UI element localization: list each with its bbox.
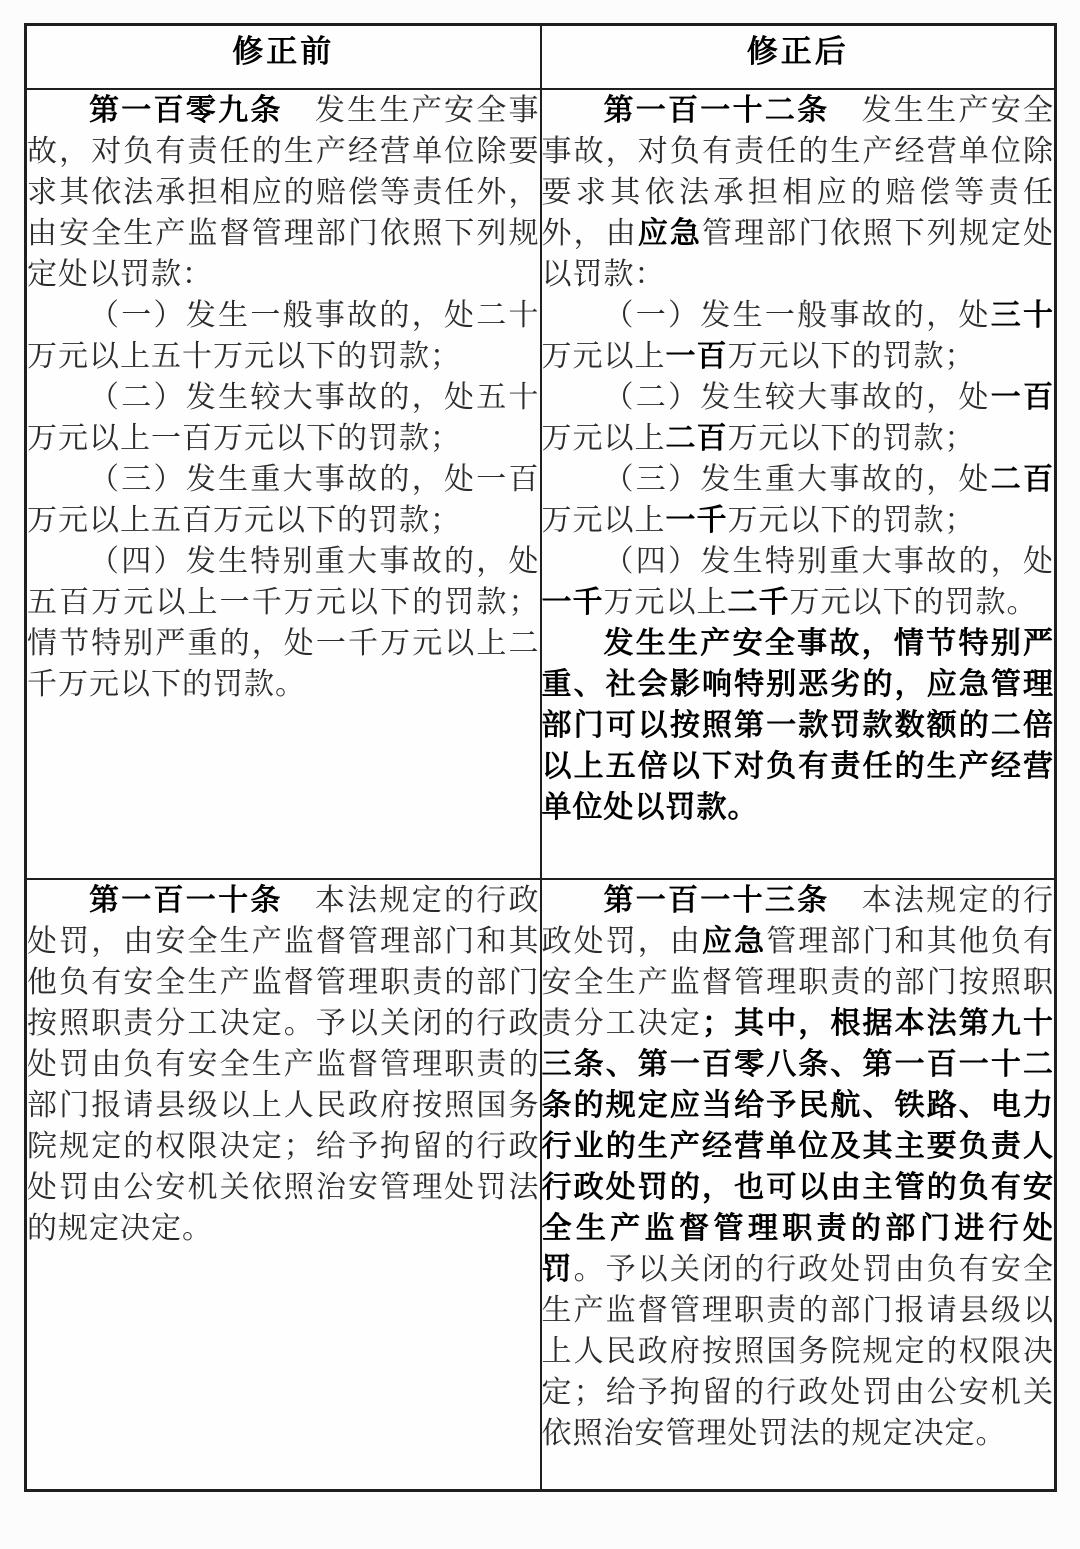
- body-text: 万元以下的罚款。: [789, 585, 1038, 619]
- cell-after-article-113: [541, 879, 1056, 1491]
- body-text: 本法规定的行政处罚，由: [541, 883, 1055, 958]
- amended-emphasis-text: 第一百一十条: [89, 883, 283, 917]
- paragraph: [27, 90, 540, 295]
- header-after: 修正后: [541, 25, 1056, 89]
- paragraph: [27, 377, 540, 459]
- header-row: [26, 25, 1056, 89]
- amended-emphasis-text: 一千: [665, 503, 728, 537]
- comparison-row-article-109-vs-112: [26, 89, 1056, 879]
- body-text: 万元以上: [541, 503, 666, 537]
- body-text: 发生生产安全事故，对负有责任的生产经营单位除要求其依法承担相应的赔偿等责任外，由: [541, 93, 1055, 250]
- law-comparison-table: [24, 23, 1057, 1492]
- comparison-row-article-110-vs-113: [26, 879, 1056, 1491]
- body-text: （三）发生重大事故的，处一百万元以上五百万元以下的罚款；: [27, 462, 540, 537]
- body-text: 。予以关闭的行政处罚由负有安全生产监督管理职责的部门报请县级以上人民政府按照国务院规定的权限决定；给予拘留的行政处罚由公安机关依照治安管理处罚法的规定决定。: [541, 1252, 1055, 1450]
- body-text: 万元以下的罚款；: [727, 503, 976, 537]
- body-text: （一）发生一般事故的，处: [603, 298, 991, 332]
- paragraph: [542, 880, 1055, 1454]
- amended-emphasis-text: 第一百零九条: [89, 93, 283, 127]
- body-text: （四）发生特别重大事故的，处五百万元以上一千万元以下的罚款；情节特别严重的，处一千万元以上二千万元以下的罚款。: [27, 544, 540, 701]
- cell-after-article-112: [541, 89, 1056, 879]
- amended-emphasis-text: 一百: [665, 339, 728, 373]
- body-text: 管理部门依照下列规定处以罚款：: [541, 216, 1055, 291]
- amended-emphasis-text: ；其中，根据本法第九十三条、第一百零八条、第一百一十二条的规定应当给予民航、铁路、电力行业的生产经营单位及其主要负责人行政处罚的，也可以由主管的负有安全生产监督管理职责的部门进行处罚: [541, 1006, 1054, 1286]
- amended-emphasis-text: 第一百一十二条: [603, 93, 830, 127]
- paragraph: [542, 377, 1055, 459]
- body-text: （二）发生较大事故的，处五十万元以上一百万元以下的罚款；: [27, 380, 540, 455]
- body-text: 发生生产安全事故，对负有责任的生产经营单位除要求其依法承担相应的赔偿等责任外，由安全生产监督管理部门依照下列规定处以罚款：: [27, 93, 540, 291]
- cell-before-article-109: [26, 89, 541, 879]
- paragraph: [542, 541, 1055, 623]
- body-text: 万元以下的罚款；: [727, 339, 976, 373]
- amended-emphasis-text: 应急: [637, 216, 703, 250]
- paragraph: [542, 295, 1055, 377]
- paragraph: [542, 623, 1055, 828]
- cell-before-article-110: [26, 879, 541, 1491]
- paragraph: [27, 880, 540, 1249]
- amended-emphasis-text: 一百: [990, 380, 1055, 414]
- body-text: （一）发生一般事故的，处二十万元以上五十万元以下的罚款；: [27, 298, 540, 373]
- amended-emphasis-text: 二百: [665, 421, 728, 455]
- amended-emphasis-text: 一千: [541, 585, 604, 619]
- body-text: （四）发生特别重大事故的，处: [603, 544, 1054, 578]
- amended-emphasis-text: 应急: [702, 924, 767, 958]
- paragraph: [542, 90, 1055, 295]
- paragraph: [27, 295, 540, 377]
- amended-emphasis-text: 第一百一十三条: [603, 883, 830, 917]
- amended-emphasis-text: 三十: [990, 298, 1055, 332]
- body-text: 万元以下的罚款；: [727, 421, 976, 455]
- body-text: 万元以上: [541, 421, 666, 455]
- amended-emphasis-text: 二千: [727, 585, 790, 619]
- body-text: 万元以上: [541, 339, 666, 373]
- body-text: 管理部门和其他负有安全生产监督管理职责的部门按照职责分工决定: [541, 924, 1055, 1040]
- body-text: 本法规定的行政处罚，由安全生产监督管理部门和其他负有安全生产监督管理职责的部门按照职责分工决定。予以关闭的行政处罚由负有安全生产监督管理职责的部门报请县级以上人民政府按照国务院规定的权限决定；给予拘留的行政处罚由公安机关依照治安管理处罚法的规定决定。: [27, 883, 540, 1245]
- body-text: （二）发生较大事故的，处: [603, 380, 991, 414]
- body-text: （三）发生重大事故的，处: [603, 462, 991, 496]
- paragraph: [27, 459, 540, 541]
- paragraph: [542, 459, 1055, 541]
- amended-emphasis-text: 发生生产安全事故，情节特别严重、社会影响特别恶劣的，应急管理部门可以按照第一款罚款数额的二倍以上五倍以下对负有责任的生产经营单位处以罚款。: [541, 626, 1054, 824]
- paragraph: [27, 541, 540, 705]
- amended-emphasis-text: 二百: [990, 462, 1055, 496]
- body-text: 万元以上: [603, 585, 728, 619]
- header-before: 修正前: [26, 25, 541, 89]
